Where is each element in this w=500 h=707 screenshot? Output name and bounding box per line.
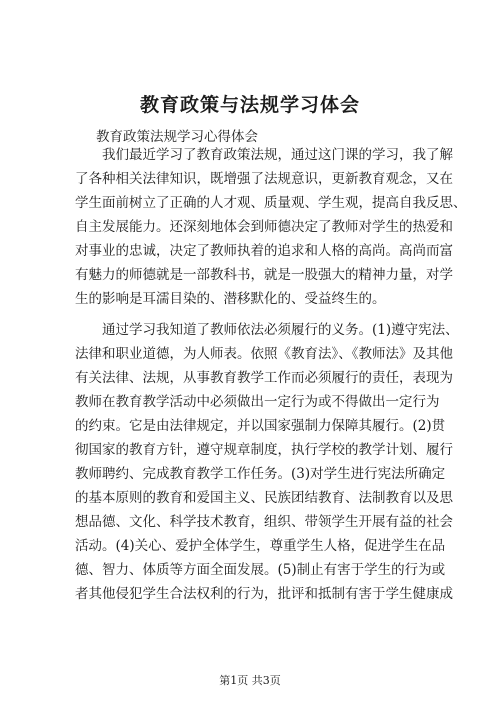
text-line: 我们最近学习了教育政策法规，通过这门课的学习，我了解 xyxy=(75,147,453,163)
document-title: 教育政策与法规学习体会 xyxy=(139,94,360,116)
text-line: 生的影响是耳濡目染的、潜移默化的、受益终生的。 xyxy=(75,291,386,307)
text-line: 通过学习我知道了教师依法必须履行的义务。(1)遵守宪法、 xyxy=(75,322,459,338)
text-line: 教师在教育教学活动中必须做出一定行为或不得做出一定行为 xyxy=(75,394,440,410)
text-line: 学生面前树立了正确的人才观、质量观、学生观，提高自我反思、 xyxy=(75,195,467,211)
text-line: 德、智力、体质等方面全面发展。(5)制止有害于学生的行为或 xyxy=(75,562,446,578)
text-line: 对事业的忠诚，决定了教师执着的追求和人格的高尚。高尚而富 xyxy=(75,243,453,259)
page-footer: 第1页 共3页 xyxy=(219,674,281,687)
text-line: 的基本原则的教育和爱国主义、民族团结教育、法制教育以及思 xyxy=(75,490,453,506)
paragraph-2 xyxy=(75,318,459,606)
text-line: 教师聘约、完成教育教学工作任务。(3)对学生进行宪法所确定 xyxy=(75,466,446,482)
text-line: 了各种相关法律知识，既增强了法规意识，更新教育观念，又在 xyxy=(75,171,453,187)
text-line: 有关法律、法规，从事教育教学工作而必须履行的责任，表现为 xyxy=(75,370,453,386)
paragraph-1 xyxy=(75,143,467,311)
text-line: 彻国家的教育方针，遵守规章制度，执行学校的教学计划、履行 xyxy=(75,442,453,458)
text-line: 想品德、文化、科学技术教育，组织、带领学生开展有益的社会 xyxy=(75,514,453,530)
text-line: 有魅力的师德就是一部教科书，就是一股强大的精神力量，对学 xyxy=(75,267,453,283)
text-line: 自主发展能力。还深刻地体会到师德决定了教师对学生的热爱和 xyxy=(75,219,453,235)
document-subtitle: 教育政策法规学习心得体会 xyxy=(96,129,258,145)
text-line: 的约束。它是由法律规定，并以国家强制力保障其履行。(2)贯 xyxy=(75,418,446,434)
text-line: 者其他侵犯学生合法权利的行为，批评和抵制有害于学生健康成 xyxy=(75,586,453,602)
text-line: 活动。(4)关心、爱护全体学生，尊重学生人格，促进学生在品 xyxy=(75,538,446,554)
text-line: 法律和职业道德，为人师表。依照《教育法》、《教师法》及其他 xyxy=(75,346,453,362)
